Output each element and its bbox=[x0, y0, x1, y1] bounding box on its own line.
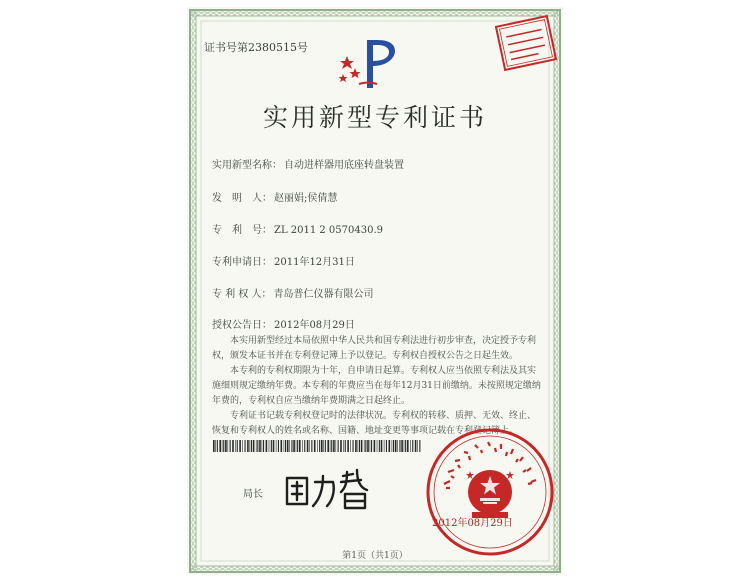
national-emblem-seal-icon bbox=[424, 426, 556, 558]
paragraph: 本实用新型经过本局依照中华人民共和国专利法进行初步审查，决定授予专利权，颁发本证书并在专利登记簿上予以登记。专利权自授权公告之日起生效。 bbox=[212, 336, 537, 361]
field-value: 2011年12月31日 bbox=[274, 257, 355, 268]
field-value: 2012年08月29日 bbox=[274, 320, 355, 331]
paragraph: 本专利的专利权期限为十年，自申请日起算。专利权人应当依照专利法及其实施细则规定缴纳年费。本专利的年费应当在每年12月31日前缴纳。未按照规定缴纳年费的，专利权自应当缴纳年费期满之日起终止。 bbox=[212, 366, 541, 406]
field-patent-number bbox=[212, 221, 383, 236]
field-value: 青岛普仁仪器有限公司 bbox=[273, 289, 374, 300]
field-value: 自动进样器用底座转盘装置 bbox=[284, 160, 404, 171]
seal-date: 2012年08月29日 bbox=[432, 518, 513, 529]
field-patentee bbox=[212, 285, 374, 300]
field-label: 专利申请日： bbox=[212, 257, 272, 268]
field-inventors bbox=[212, 189, 337, 204]
page-number: 第1页（共1页） bbox=[342, 551, 408, 561]
field-label: 实用新型名称： bbox=[212, 160, 282, 171]
director-signature bbox=[281, 466, 381, 512]
field-value: ZL 2011 2 0570430.9 bbox=[274, 225, 384, 236]
field-filing-date bbox=[212, 253, 355, 268]
field-utility-model-name bbox=[212, 156, 404, 171]
sipo-logo-icon bbox=[337, 36, 401, 92]
paragraph: 专利证书记载专利权登记时的法律状况。专利权的转移、质押、无效、终止、恢复和专利权人的姓名或名称、国籍、地址变更等事项记载在专利登记簿上。 bbox=[212, 411, 537, 436]
field-label: 授权公告日： bbox=[212, 320, 272, 331]
field-label: 专 利 号： bbox=[212, 225, 272, 236]
field-value: 赵丽娟;侯倩慧 bbox=[274, 193, 338, 204]
certificate-body bbox=[212, 334, 542, 439]
certificate-number: 证书号第2380515号 bbox=[204, 41, 308, 54]
field-label: 专 利 权 人： bbox=[212, 289, 272, 300]
barcode bbox=[213, 440, 423, 452]
field-label: 发 明 人： bbox=[212, 193, 272, 204]
director-label: 局长 bbox=[243, 489, 263, 500]
seal-icon bbox=[494, 11, 558, 75]
field-grant-date bbox=[212, 316, 355, 331]
certificate-title: 实用新型专利证书 bbox=[262, 103, 487, 132]
